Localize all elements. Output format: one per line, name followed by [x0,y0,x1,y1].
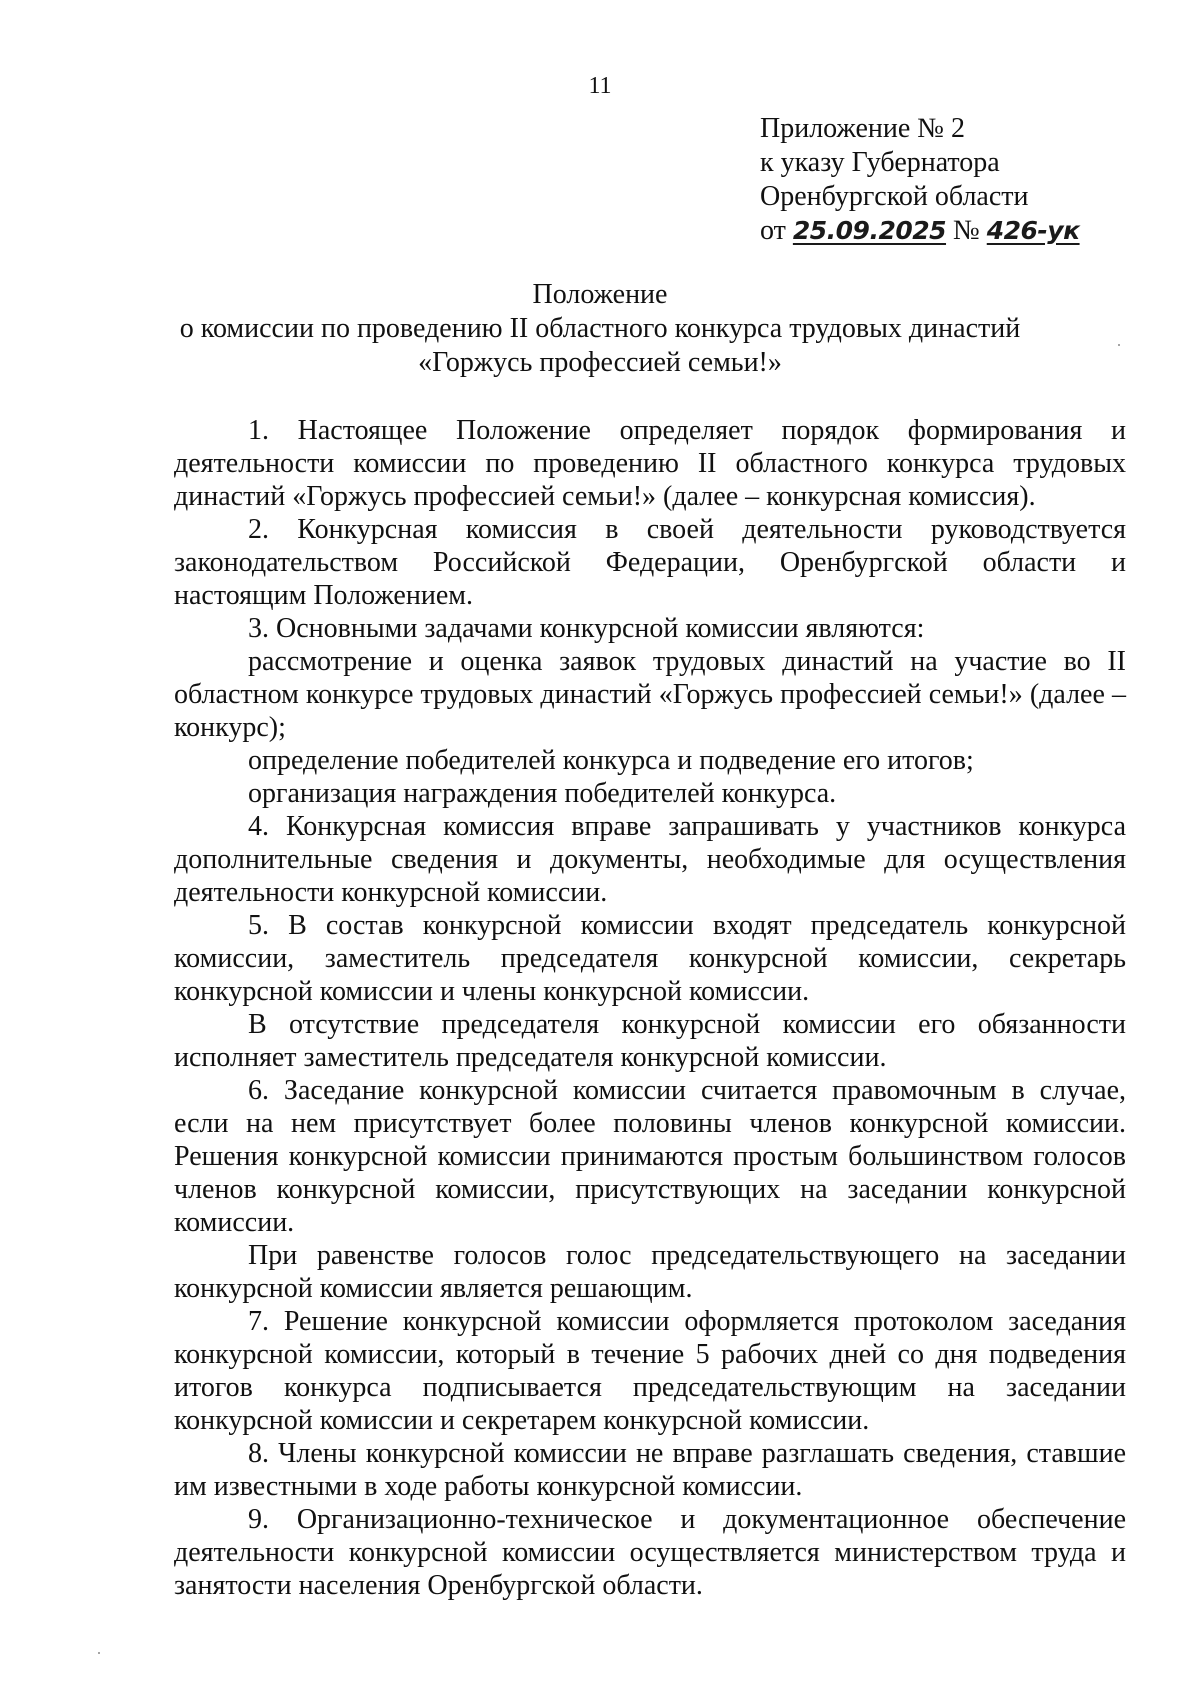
paragraph: 5. В состав конкурсной комиссии входят председатель конкурсной комиссии, заместитель председателя конкурсной комиссии, секретарь конкурсной комиссии и члены конкурсной комиссии. [174,910,1126,1007]
title-heading: Положение [532,279,668,310]
paragraph: рассмотрение и оценка заявок трудовых династий на участие во II областном конкурсе трудовых династий «Горжусь профессией семьи!» (далее – конкурс); [174,646,1126,743]
handwritten-number: 426-ук [986,216,1080,245]
scan-speck [98,1652,100,1654]
paragraph: определение победителей конкурса и подведение его итогов; [248,745,974,776]
attachment-date-line [760,214,1180,248]
paragraph: 8. Члены конкурсной комиссии не вправе разглашать сведения, ставшие им известными в ходе работы конкурсной комиссии. [174,1438,1126,1502]
paragraph: организация награждения победителей конкурса. [248,778,837,809]
date-prefix: от [760,215,786,246]
paragraph: 2. Конкурсная комиссия в своей деятельности руководствуется законодательством Российской Федерации, Оренбургской области и настоящим Положением. [174,514,1126,611]
title-contest-name: «Горжусь профессией семьи!» [418,347,782,378]
paragraph: 4. Конкурсная комиссия вправе запрашивать у участников конкурса дополнительные сведения и документы, необходимые для осуществления деятельности конкурсной комиссии. [174,811,1126,908]
paragraph: При равенстве голосов голос председательствующего на заседании конкурсной комиссии является решающим. [174,1240,1126,1304]
paragraph: 1. Настоящее Положение определяет порядок формирования и деятельности комиссии по проведению II областного конкурса трудовых династий «Горжусь профессией семьи!» (далее – конкурсная комиссия). [174,415,1126,512]
attachment-header [760,112,1180,248]
attachment-region: Оренбургской области [760,181,1029,212]
paragraph: 6. Заседание конкурсной комиссии считается правомочным в случае, если на нем присутствует более половины членов конкурсной комиссии. Решения конкурсной комиссии принимаются простым большинством голосов членов конкурсной комиссии, присутствующих на заседании конкурсной комиссии. [174,1075,1126,1238]
paragraph: 3. Основными задачами конкурсной комиссии являются: [248,613,925,644]
page-number: 11 [588,73,612,99]
number-sign: № [953,215,980,246]
paragraph: В отсутствие председателя конкурсной комиссии его обязанности исполняет заместитель председателя конкурсной комиссии. [174,1009,1126,1073]
document-body [174,414,1126,1602]
title-subject: о комиссии по проведению II областного конкурса трудовых династий [179,313,1021,344]
paragraph: 7. Решение конкурсной комиссии оформляется протоколом заседания конкурсной комиссии, который в течение 5 рабочих дней со дня подведения итогов конкурса подписывается председательствующим на заседании конкурсной комиссии и секретарем конкурсной комиссии. [174,1306,1126,1436]
document-title [150,278,1050,380]
handwritten-date: 25.09.2025 [792,216,947,245]
attachment-title: Приложение № 2 [760,113,965,144]
scan-speck [1118,344,1120,346]
paragraph: 9. Организационно-техническое и документационное обеспечение деятельности конкурсной комиссии осуществляется министерством труда и занятости населения Оренбургской области. [174,1504,1126,1601]
attachment-reference: к указу Губернатора [760,147,1000,178]
